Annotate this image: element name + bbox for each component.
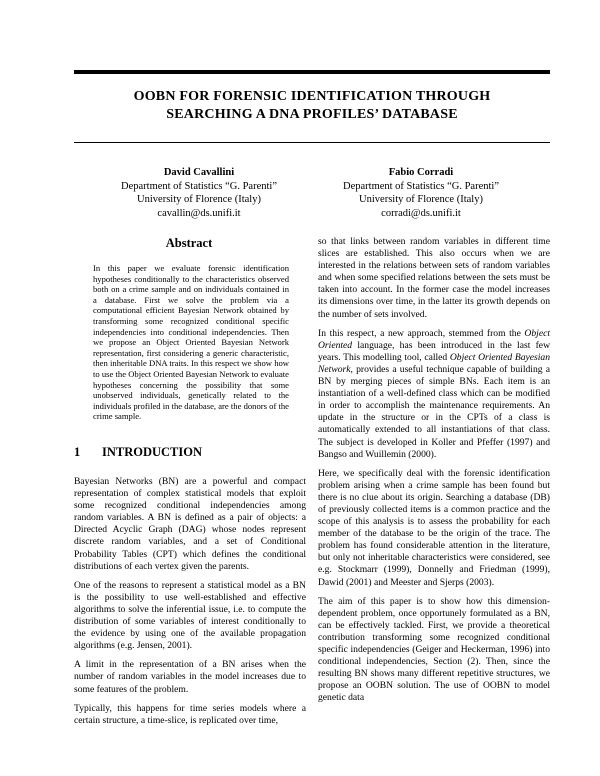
author-department: Department of Statistics “G. Parenti”	[121, 180, 277, 192]
right-column-body	[318, 236, 550, 711]
section-title: INTRODUCTION	[102, 445, 203, 459]
text-run: language, has been introduced in the last few years. This modelling tool, called	[318, 339, 550, 363]
paragraph: One of the reasons to represent a statistical model as a BN is the possibility to use well-established and effective algorithms to solve the inferential issue, i.e. to compute the distribution of some variables of interest conditionally to the evidence by using one of the available propagation algorithms (e.g. Jensen, 2001).	[74, 579, 306, 652]
emphasis-object-oriented: Object Oriented	[318, 327, 550, 351]
paragraph: Typically, this happens for time series models where a certain structure, a time-slice, is replicated over time,	[74, 702, 306, 726]
author-university: University of Florence (Italy)	[137, 194, 261, 205]
title-top-rule	[74, 70, 550, 74]
abstract-body: In this paper we evaluate forensic identification hypotheses conditionally to the characteristics observed both on a crime sample and on individuals contained in a database. First we solve the problem via a computational efficient Bayesian Network obtained by transforming some recognized conditional specific independencies into conditional independencies. Then we propose an Object Oriented Bayesian Network representation, first considering a generic characteristic, then inheritable DNA traits. In this respect we show how to use the Object Oriented Bayesian Network to evaluate hypotheses concerning the possibility that some unobserved individuals, genetically related to the individuals profiled in the database, are the donors of the crime sample.	[93, 263, 289, 422]
paragraph: so that links between random variables in different time slices are established. This also occurs when we are interested in the relations between sets of random variables and when some specified relations between the sets must be taken into account. In the former case the model increases its dimensions over time, in the latter its growth depends on the number of sets involved.	[318, 236, 550, 320]
author-email: cavallin@ds.unifi.it	[157, 207, 241, 219]
author-department: Department of Statistics “G. Parenti”	[343, 180, 499, 192]
emphasis-oobn: Object Oriented Bayesian Network	[318, 351, 550, 375]
text-run: , provides a useful technique capable of building a BN by merging pieces of simple BNs. Each item is an instantiation of a well-defined class which can be modified in order to accomplish the maintenance requirements. An update in the structure or in the CPTs of a class is automatically extended to all instantiations of that class. The subject is developed in Koller and Pfeffer (1997) and Bangso and Wuillemin (2000).	[318, 363, 550, 460]
paragraph: Here, we specifically deal with the forensic identification problem arising when a crime sample has been found but there is no clue about its origin. Searching a database (DB) of previously collected items is a common practice and the scope of this analysis is to assess the probability for each member of the database to be the origin of the trace. The problem has found considerable attention in the literature, but only not inheritable characteristics were considered, see e.g. Stockmarr (1999), Donnelly and Friedman (1999), Dawid (2001) and Meester and Sjerps (2003).	[318, 467, 550, 588]
author-name: Fabio Corradi	[388, 167, 454, 178]
author-name: David Cavallini	[163, 167, 235, 178]
author-block-1	[84, 166, 314, 220]
paper-title	[74, 88, 550, 124]
author-block-2	[306, 166, 536, 220]
paragraph	[318, 328, 550, 461]
paragraph: The aim of this paper is to show how this dimension-dependent problem, once opportunely formulated as a BN, can be effectively tackled. First, we provide a theoretical contribution transforming some recognized conditional specific independencies (Geiger and Heckerman, 1996) into conditional independencies, Section (2). Then, since the resulting BN shows many different repetitive structures, we propose an OOBN solution. The use of OOBN to model genetic data	[318, 595, 550, 704]
title-bottom-rule	[74, 142, 550, 143]
title-line-1: OOBN FOR FORENSIC IDENTIFICATION THROUGH	[133, 89, 491, 104]
section-number: 1	[74, 445, 81, 459]
title-line-2: SEARCHING A DNA PROFILES’ DATABASE	[166, 107, 458, 122]
abstract-heading: Abstract	[165, 236, 213, 250]
text-run: In this respect, a new approach, stemmed from the	[318, 327, 525, 339]
author-email: corradi@ds.unifi.it	[381, 207, 461, 219]
paragraph: Bayesian Networks (BN) are a powerful and compact representation of complex statistical models that exploit some recognized conditional independencies among random variables. A BN is defined as a pair of objects: a Directed Acyclic Graph (DAG) whose nodes represent discrete random variables, and a set of Conditional Probability Tables (CPT) which defines the conditional distributions of each vertex given the parents.	[74, 476, 306, 572]
section-heading	[74, 445, 202, 460]
paragraph: A limit in the representation of a BN arises when the number of random variables in the model increases due to some features of the problem.	[74, 659, 306, 695]
author-university: University of Florence (Italy)	[359, 194, 483, 205]
left-column-body	[74, 476, 306, 734]
